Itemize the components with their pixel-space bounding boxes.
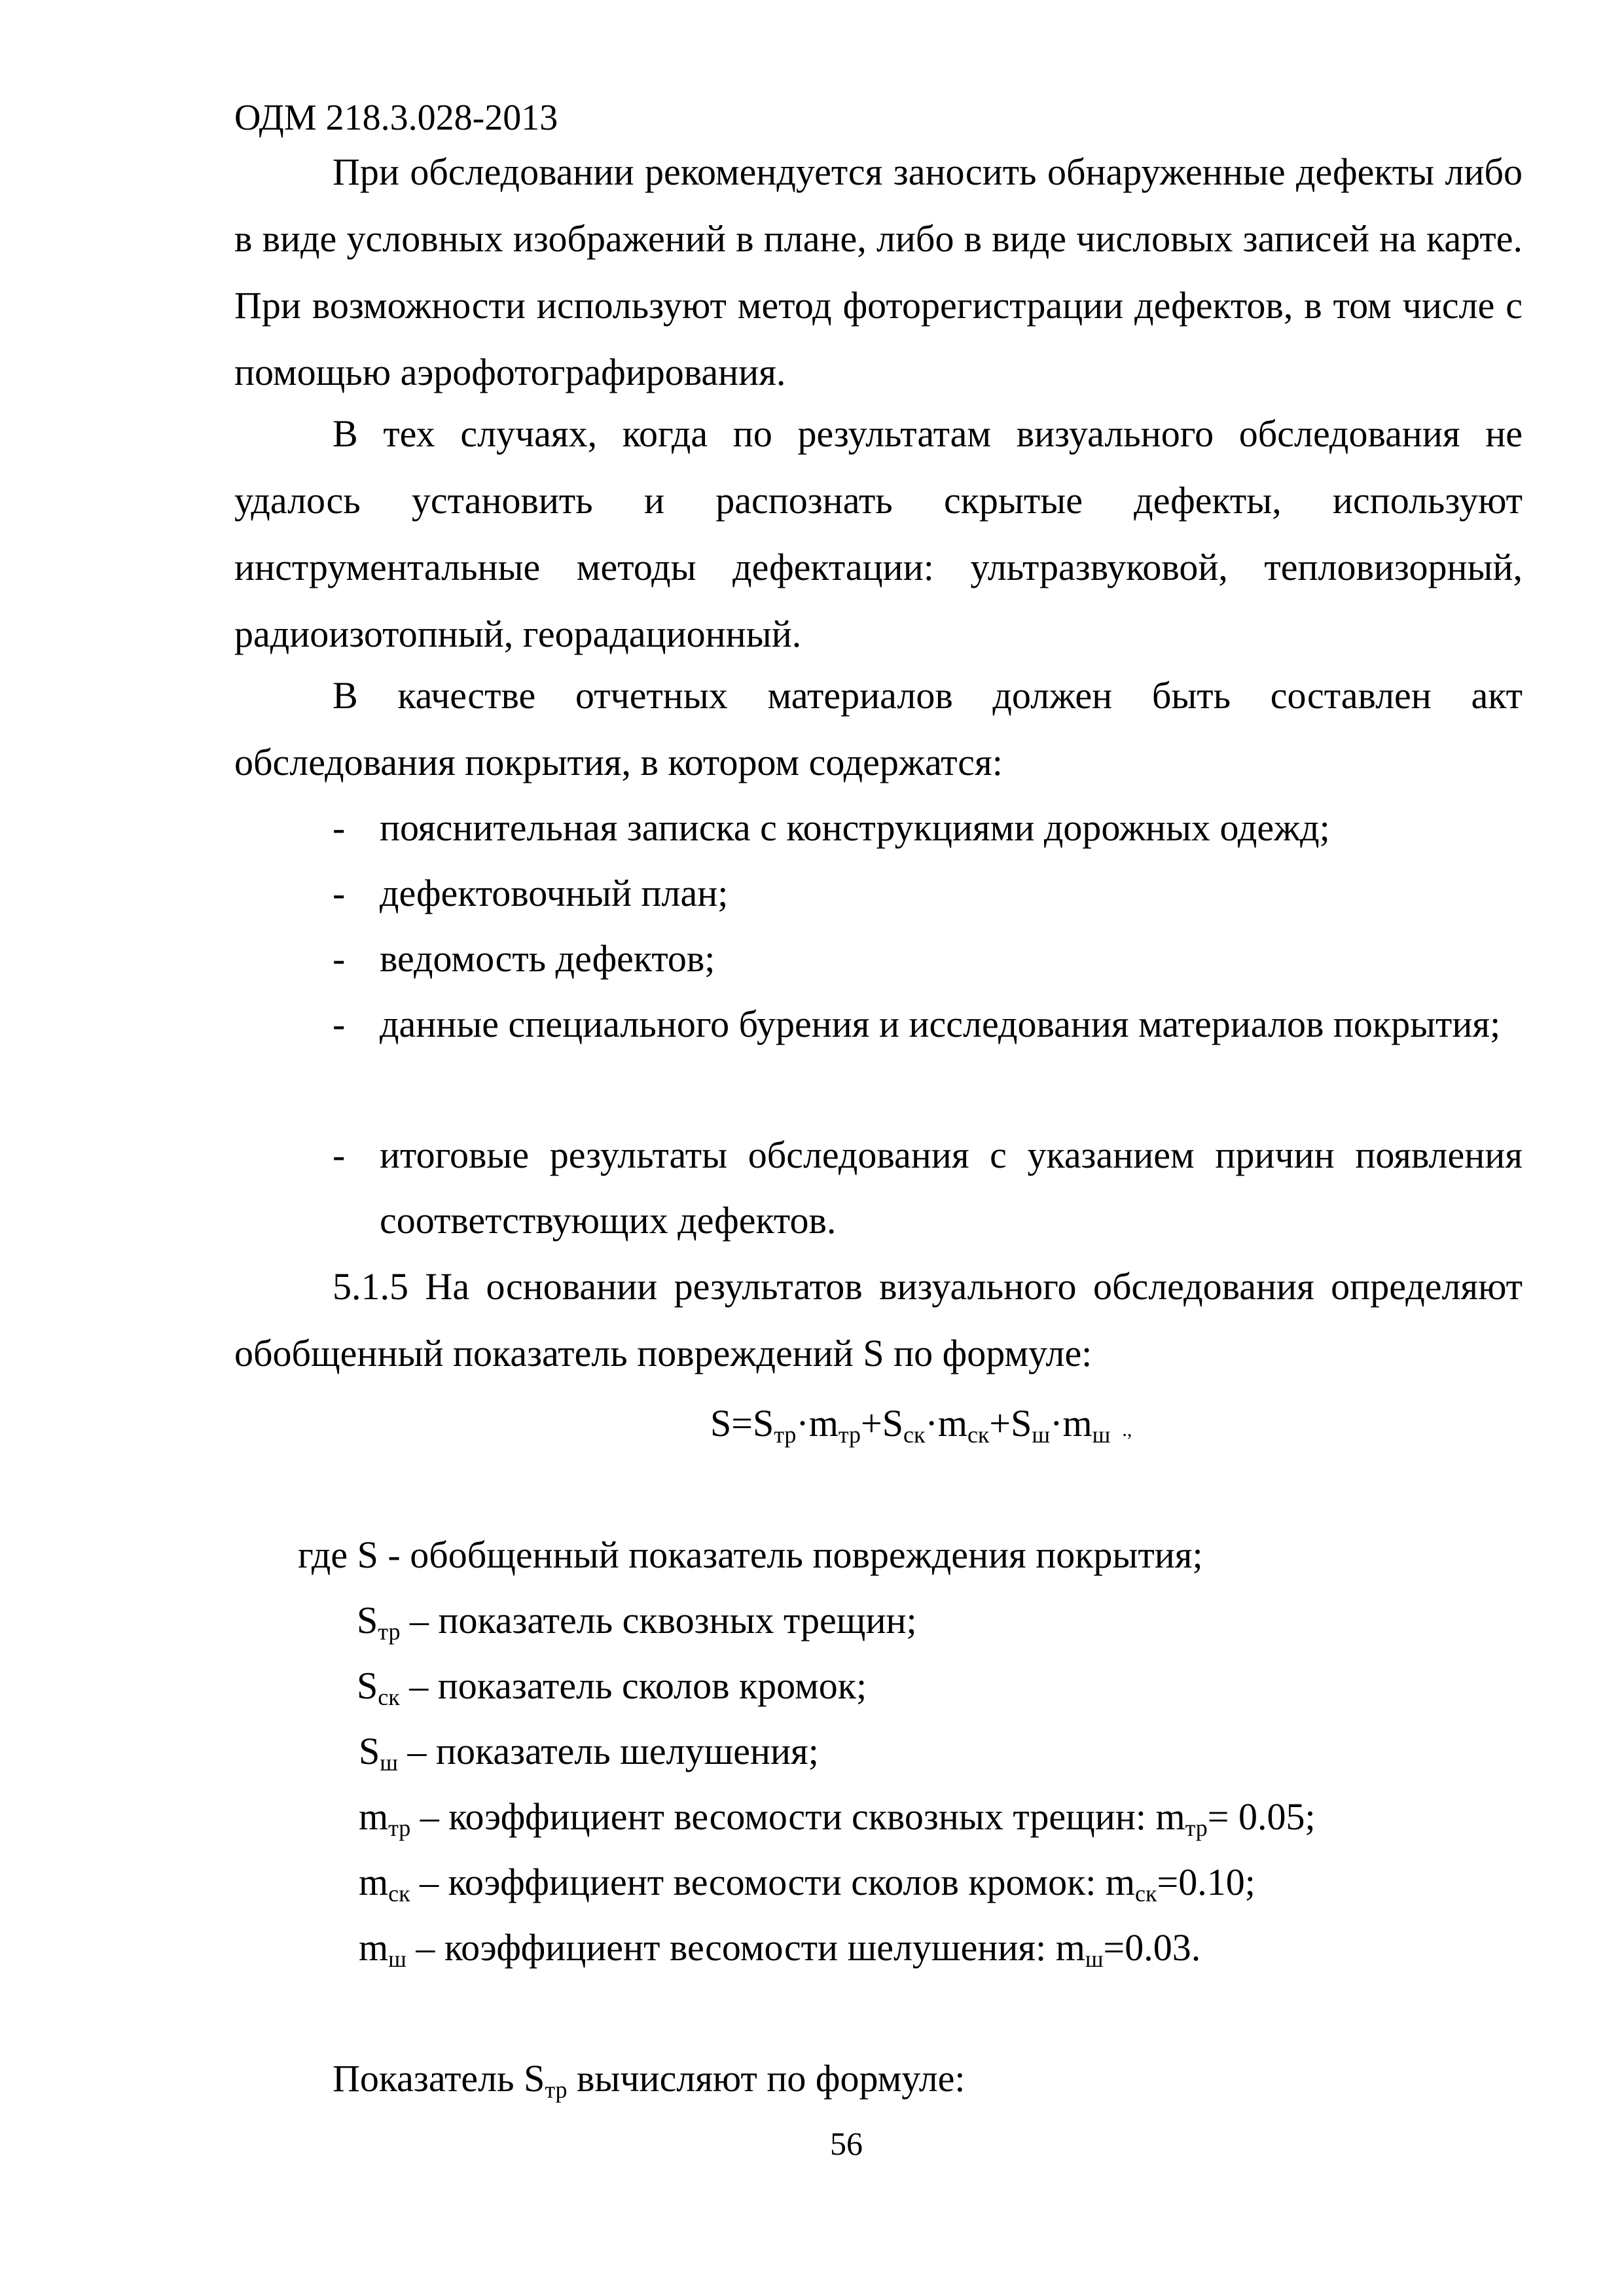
definition-ssh xyxy=(359,1725,819,1778)
formula-plus: + xyxy=(989,1402,1011,1444)
list-item xyxy=(333,795,1523,861)
definition-where-s: где S - обобщенный показатель повреждения покрытия; xyxy=(298,1534,1203,1576)
formula-ssh-sub: ш xyxy=(1032,1422,1051,1448)
definition-subscript: ш xyxy=(388,1946,406,1972)
list-item xyxy=(333,926,1523,992)
formula-plus: + xyxy=(861,1402,882,1444)
closing-text-post: вычисляют по формуле: xyxy=(567,2057,965,2100)
paragraph-section-5-1-5: 5.1.5 На основании результатов визуального обследования определяют обобщенный показатель повреждений S по формуле: xyxy=(234,1265,1523,1374)
formula-ssh: S xyxy=(1011,1402,1032,1444)
definition-symbol: S xyxy=(357,1599,378,1641)
definition-text: – показатель шелушения; xyxy=(398,1730,819,1772)
definition-subscript: ск xyxy=(378,1684,400,1710)
definition-symbol: S xyxy=(359,1730,380,1772)
formula-msh-sub: ш xyxy=(1092,1422,1111,1448)
formula-mck: m xyxy=(937,1402,967,1444)
definition-text: – коэффициент весомости сколов кромок: m xyxy=(410,1861,1136,1903)
definition-symbol: S xyxy=(357,1664,378,1707)
list-item-text: дефектовочный план; xyxy=(380,872,729,914)
list-item xyxy=(333,1122,1523,1253)
definition-value: =0.10; xyxy=(1157,1861,1255,1903)
formula-dot: · xyxy=(1050,1402,1063,1444)
definition-subscript: ш xyxy=(380,1749,398,1776)
definition-sck xyxy=(357,1660,867,1712)
paragraph-photo-registration: При обследовании рекомендуется заносить обнаруженные дефекты либо в виде условных изображений в плане, либо в виде числовых записей на карте. При возможности используют метод фоторегистрации дефектов, в том числе с помощью аэрофотографирования. xyxy=(234,151,1523,393)
formula-s: S xyxy=(710,1402,732,1444)
definition-str xyxy=(357,1594,917,1647)
formula-mtr-sub: тр xyxy=(838,1422,861,1448)
paragraph-report-materials: В качестве отчетных материалов должен быть составлен акт обследования покрытия, в котором содержатся: xyxy=(234,674,1523,783)
bullet-dash: - xyxy=(333,1134,346,1176)
definition-value: =0.03. xyxy=(1103,1926,1201,1969)
definition-subscript: ш xyxy=(1085,1946,1104,1972)
bullet-dash: - xyxy=(333,937,346,980)
definition-text: – коэффициент весомости сквозных трещин: m xyxy=(410,1795,1185,1838)
closing-sentence xyxy=(333,2053,965,2105)
formula-dot: · xyxy=(796,1402,809,1444)
formula-str: S xyxy=(752,1402,774,1444)
definition-subscript: тр xyxy=(378,1619,401,1645)
formula-mtr: m xyxy=(808,1402,839,1444)
bullet-dash: - xyxy=(333,1003,346,1045)
list-item-text: данные специального бурения и исследования материалов покрытия; xyxy=(380,1003,1501,1045)
definition-text: – показатель сквозных трещин; xyxy=(400,1599,917,1641)
definition-symbol: m xyxy=(359,1926,389,1969)
definition-text: – коэффициент весомости шелушения: m xyxy=(406,1926,1085,1969)
page-number: 56 xyxy=(830,2125,863,2162)
definition-value: = 0.05; xyxy=(1207,1795,1316,1838)
definition-subscript: тр xyxy=(388,1815,411,1841)
formula-tail: ., xyxy=(1122,1419,1132,1441)
definition-mck xyxy=(359,1856,1255,1909)
definition-msh xyxy=(359,1922,1200,1974)
formula-sck-sub: ск xyxy=(903,1422,926,1448)
bullet-dash: - xyxy=(333,872,346,914)
formula-dot: · xyxy=(925,1402,938,1444)
list-item-text: итоговые результаты обследования с указанием причин появления соответствующих дефектов. xyxy=(380,1134,1523,1242)
list-item-text: пояснительная записка с конструкциями дорожных одежд; xyxy=(380,806,1330,849)
definition-subscript: тр xyxy=(1185,1815,1208,1841)
formula-mck-sub: ск xyxy=(967,1422,990,1448)
list-item xyxy=(333,861,1523,926)
definition-mtr xyxy=(359,1791,1316,1843)
definition-symbol: m xyxy=(359,1795,389,1838)
paragraph-instrumental-methods: В тех случаях, когда по результатам визуального обследования не удалось установить и распознать скрытые дефекты, используют инструментальные методы дефектации: ультразвуковой, тепловизорный, радиоизотопный, георадационный. xyxy=(234,412,1523,655)
definition-symbol: m xyxy=(359,1861,389,1903)
definition-subscript: ск xyxy=(388,1880,410,1907)
closing-subscript: тр xyxy=(545,2077,568,2103)
damage-index-formula xyxy=(710,1397,1132,1456)
definition-subscript: ск xyxy=(1135,1880,1157,1907)
formula-msh: m xyxy=(1062,1402,1092,1444)
formula-sck: S xyxy=(882,1402,904,1444)
list-item-text: ведомость дефектов; xyxy=(380,937,715,980)
closing-text-pre: Показатель S xyxy=(333,2057,545,2100)
bullet-dash: - xyxy=(333,806,346,849)
document-code-header: ОДМ 218.3.028-2013 xyxy=(234,98,558,138)
formula-eq: = xyxy=(731,1402,753,1444)
formula-str-sub: тр xyxy=(774,1422,797,1448)
definition-text: – показатель сколов кромок; xyxy=(399,1664,867,1707)
list-item xyxy=(333,992,1523,1057)
